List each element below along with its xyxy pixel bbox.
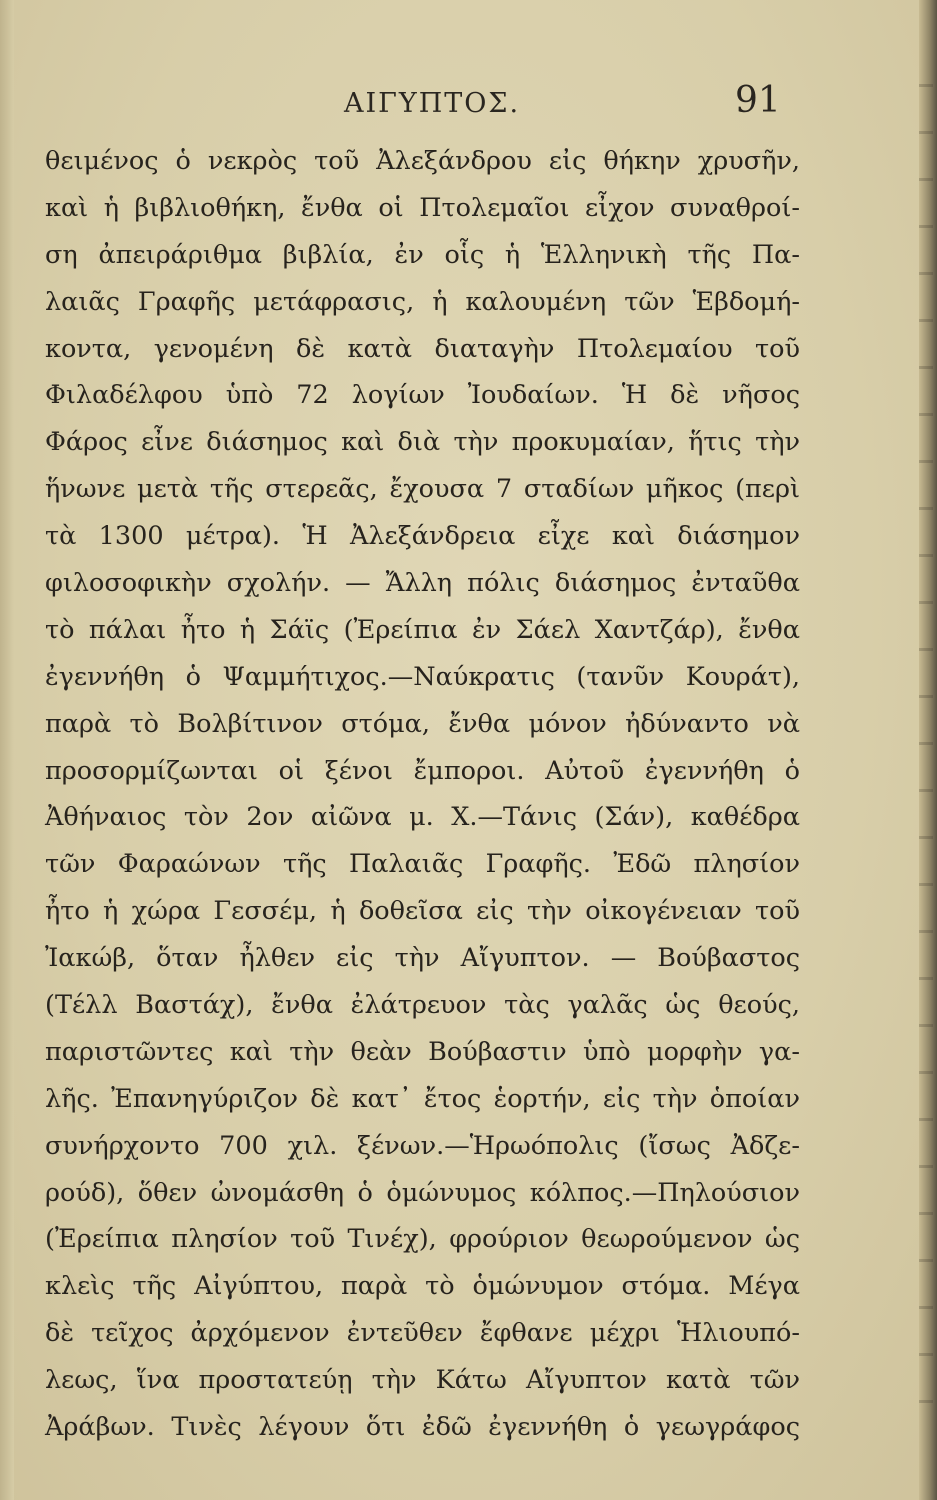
page-gutter — [0, 0, 14, 1500]
text-line: Ἰακώβ, ὅταν ἦλθεν εἰς τὴν Αἴγυπτον. — Βούβαστος — [45, 943, 800, 974]
text-line: καὶ ἡ βιβλιοθήκη, ἔνθα οἱ Πτολεμαῖοι εἶχον συναθροί- — [45, 192, 800, 223]
text-line: Φάρος εἶνε διάσημος καὶ διὰ τὴν προκυμαίαν, ἥτις τὴν — [45, 427, 800, 458]
text-line: παρὰ τὸ Βολβίτινον στόμα, ἔνθα μόνον ἠδύναντο νὰ — [45, 708, 800, 739]
text-line: προσορμίζωνται οἱ ξένοι ἔμποροι. Αὐτοῦ ἐγεννήθη ὁ — [45, 755, 800, 786]
text-line: θειμένος ὁ νεκρὸς τοῦ Ἀλεξάνδρου εἰς θήκην χρυσῆν, — [45, 146, 800, 176]
bleed-through-marks — [919, 40, 933, 1440]
text-line: Ἀράβων. Τινὲς λέγουν ὅτι ἐδῶ ἐγεννήθη ὁ γεωγράφος — [45, 1412, 800, 1443]
text-line: λεως, ἵνα προστατεύῃ τὴν Κάτω Αἴγυπτον κατὰ τῶν — [45, 1365, 800, 1396]
text-line: ἦτο ἡ χώρα Γεσσέμ, ἡ δοθεῖσα εἰς τὴν οἰκογένειαν τοῦ — [45, 896, 800, 927]
text-line: ἐγεννήθη ὁ Ψαμμήτιχος.—Ναύκρατις (τανῦν Κουράτ), — [45, 661, 800, 692]
text-line: τὸ πάλαι ἦτο ἡ Σάϊς (Ἐρείπια ἐν Σάελ Χαντζάρ), ἔνθα — [45, 614, 800, 645]
text-line: παριστῶντες καὶ τὴν θεὰν Βούβαστιν ὑπὸ μορφὴν γα- — [45, 1036, 800, 1067]
text-line: Φιλαδέλφου ὑπὸ 72 λογίων Ἰουδαίων. Ἡ δὲ νῆσος — [45, 380, 800, 411]
text-line: συνήρχοντο 700 χιλ. ξένων.—Ἡρωόπολις (ἴσως Ἀδζε- — [45, 1130, 800, 1161]
running-title: ΑΙΓΥΠΤΟΣ. — [344, 88, 521, 119]
text-line: τῶν Φαραώνων τῆς Παλαιᾶς Γραφῆς. Ἐδῶ πλησίον — [45, 849, 800, 880]
text-line: Ἀθήναιος τὸν 2ον αἰῶνα μ. Χ.—Τάνις (Σάν), καθέδρα — [45, 802, 800, 833]
text-line: δὲ τεῖχος ἀρχόμενον ἐντεῦθεν ἔφθανε μέχρι Ἡλιουπό- — [45, 1318, 800, 1349]
body-text — [45, 138, 805, 1451]
text-line: κλεὶς τῆς Αἰγύπτου, παρὰ τὸ ὁμώνυμον στόμα. Μέγα — [45, 1271, 800, 1302]
text-line: ἥνωνε μετὰ τῆς στερεᾶς, ἔχουσα 7 σταδίων μῆκος (περὶ — [45, 474, 800, 505]
text-line: (Τέλλ Βαστάχ), ἔνθα ἐλάτρευον τὰς γαλᾶς ὡς θεούς, — [45, 990, 800, 1021]
text-line: ρούδ), ὅθεν ὠνομάσθη ὁ ὁμώνυμος κόλπος.—Πηλούσιον — [45, 1177, 800, 1208]
text-line: κοντα, γενομένη δὲ κατὰ διαταγὴν Πτολεμαίου τοῦ — [45, 333, 800, 364]
text-line: (Ἐρείπια πλησίον τοῦ Τινέχ), φρούριον θεωρούμενον ὡς — [45, 1224, 800, 1255]
page-number: 91 — [735, 80, 781, 121]
text-line: τὰ 1300 μέτρα). Ἡ Ἀλεξάνδρεια εἶχε καὶ διάσημον — [45, 521, 800, 552]
text-line: φιλοσοφικὴν σχολήν. — Ἄλλη πόλις διάσημος ἐνταῦθα — [45, 568, 800, 599]
page-header — [0, 80, 937, 130]
text-line: λῆς. Ἐπανηγύριζον δὲ κατ᾽ ἔτος ἑορτήν, εἰς τὴν ὁποίαν — [45, 1083, 800, 1114]
text-line: ση ἀπειράριθμα βιβλία, ἐν οἷς ἡ Ἑλληνικὴ τῆς Πα- — [45, 239, 800, 270]
text-line: λαιᾶς Γραφῆς μετάφρασις, ἡ καλουμένη τῶν Ἑβδομή- — [45, 286, 800, 317]
